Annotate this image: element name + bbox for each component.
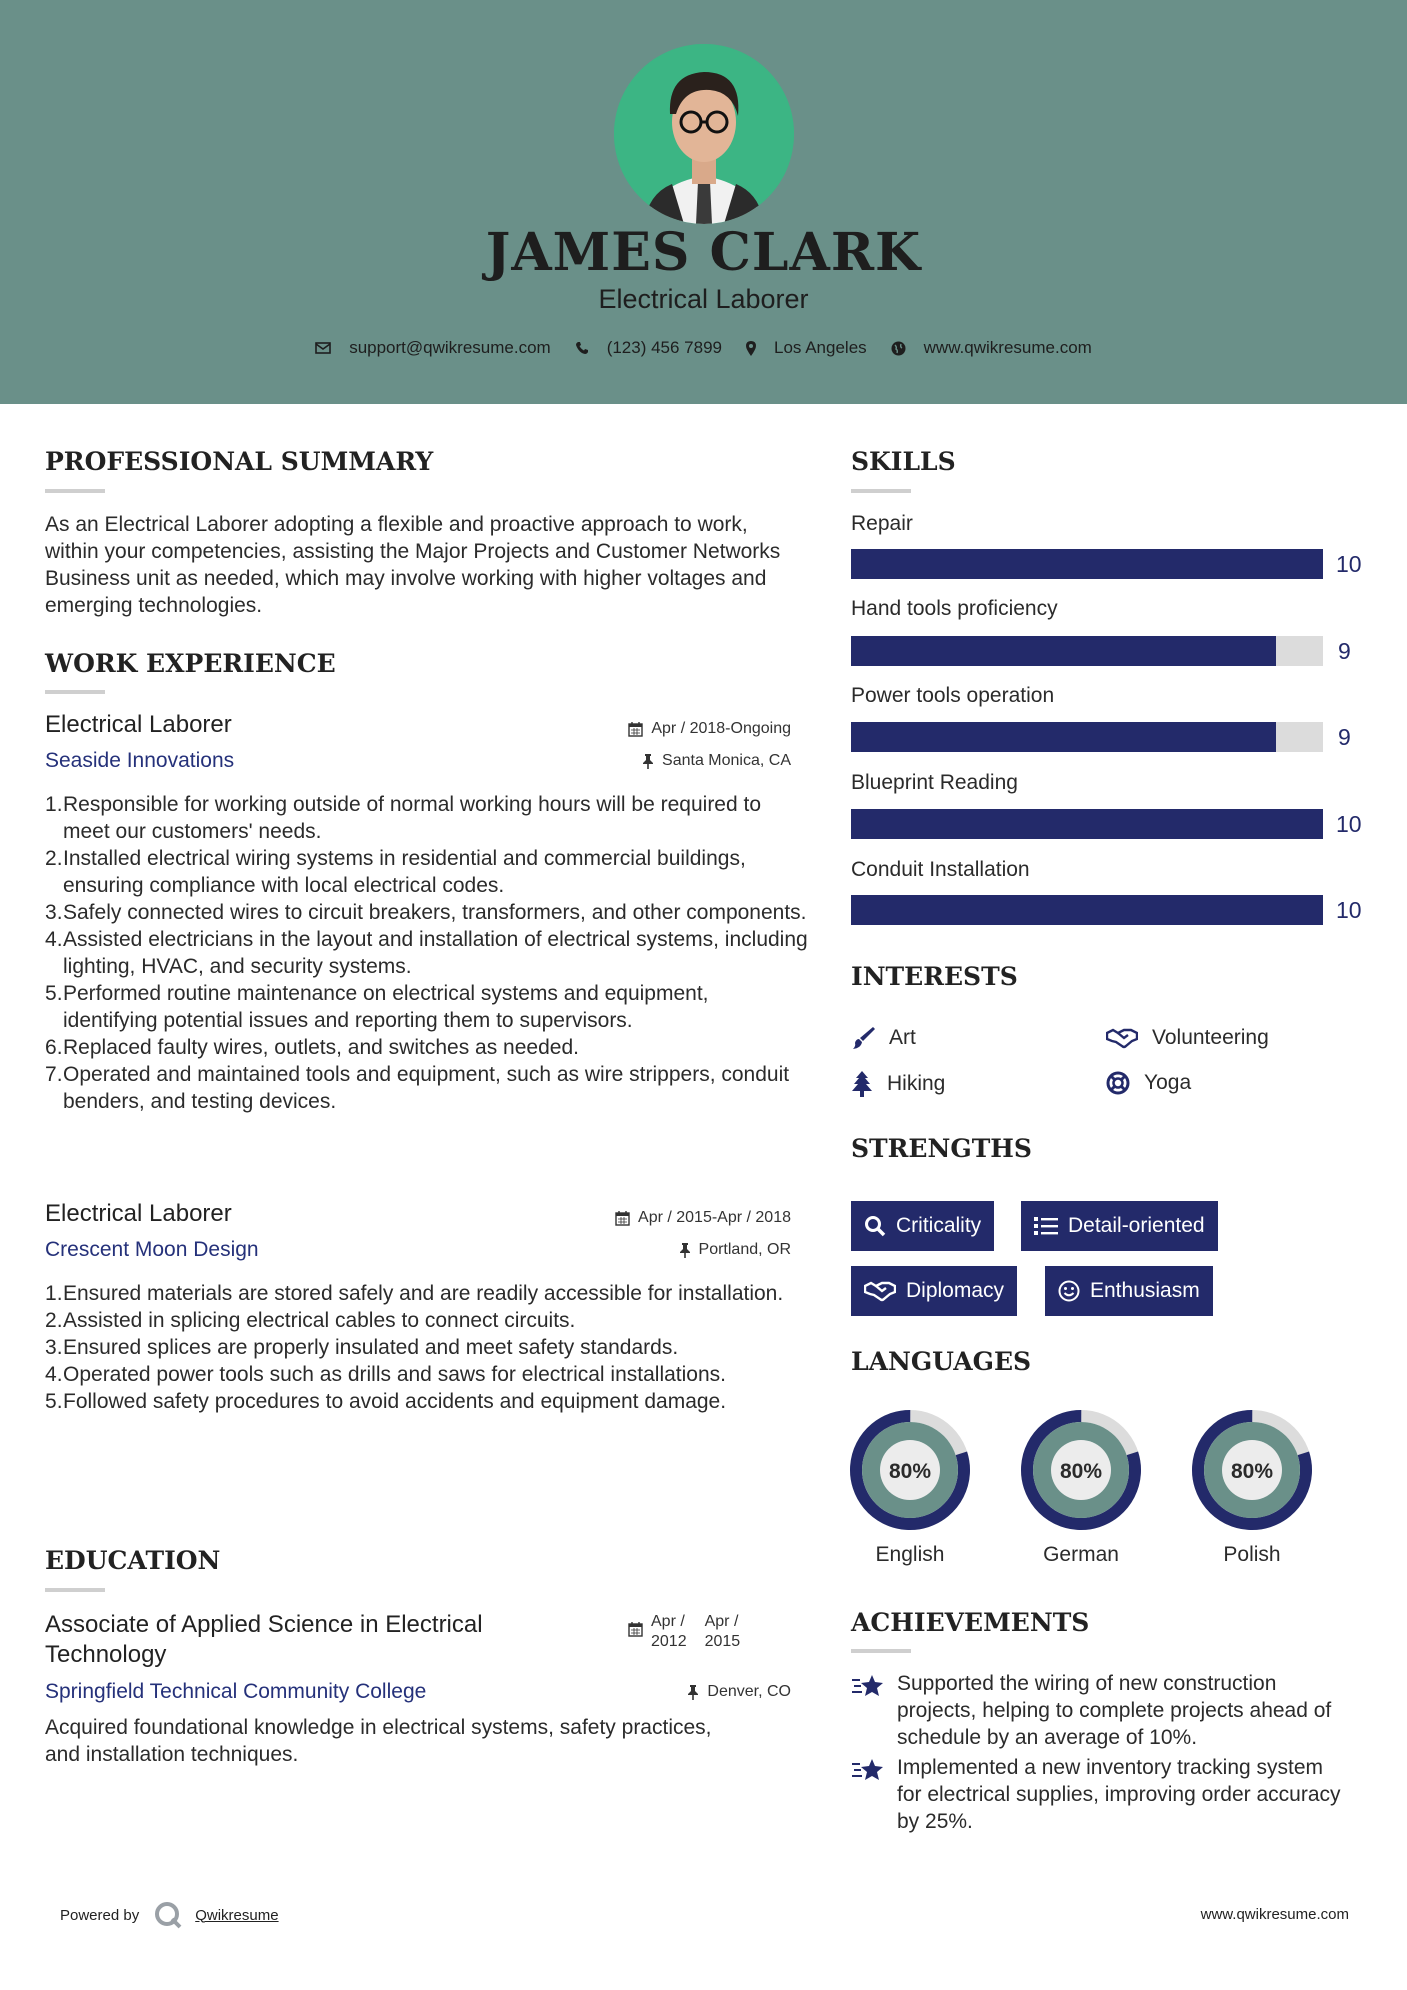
interest-label: Art — [889, 1026, 916, 1049]
list-item: Ensured materials are stored safely and are readily accessible for installation. — [63, 1282, 784, 1305]
language-label: Polish — [1223, 1543, 1281, 1566]
skill-value: 10 — [1336, 811, 1362, 837]
pushpin-icon — [642, 754, 654, 769]
job-location — [500, 1241, 791, 1259]
phone-icon — [575, 341, 589, 355]
skill-bar — [851, 549, 1323, 579]
interest-art — [851, 1026, 916, 1050]
degree-line: Associate of Applied Science in Electrical — [45, 1611, 483, 1638]
job-dates — [500, 720, 791, 738]
language-english — [848, 1408, 972, 1567]
skills-rule — [851, 489, 911, 493]
skill-bar-fill — [851, 549, 1323, 579]
language-ring — [848, 1408, 972, 1532]
skill-bar-fill — [851, 809, 1323, 839]
candidate-name: JAMES CLARK — [485, 222, 922, 283]
profile-photo — [614, 44, 794, 224]
handshake-icon — [864, 1280, 896, 1302]
degree-line: Technology — [45, 1641, 167, 1668]
contact-location — [746, 338, 867, 358]
language-percent: 80% — [888, 1460, 932, 1483]
school-name[interactable]: Springfield Technical Community College — [45, 1680, 427, 1703]
header-banner — [0, 0, 1407, 404]
skill-bar-fill — [851, 895, 1323, 925]
education-text: Acquired foundational knowledge in electrical systems, safety practices, and installation techniques. — [45, 1716, 712, 1766]
company-name[interactable]: Crescent Moon Design — [45, 1238, 259, 1261]
start-month: Apr / — [651, 1613, 685, 1630]
language-ring — [1190, 1408, 1314, 1532]
pushpin-icon — [687, 1685, 699, 1700]
interests-heading: INTERESTS — [851, 962, 1018, 991]
skill-value: 10 — [1336, 897, 1362, 923]
achievement-text: Supported the wiring of new construction projects, helping to complete projects ahead of schedule by an average of 10%. — [897, 1672, 1332, 1749]
experience-rule — [45, 690, 105, 694]
skill-label: Hand tools proficiency — [851, 597, 1058, 620]
list-item: Installed electrical wiring systems in residential and commercial buildings, ensuring compliance with local electrical codes. — [63, 847, 746, 897]
language-percent: 80% — [1230, 1460, 1274, 1483]
skill-label: Repair — [851, 512, 913, 535]
footer-site-link[interactable]: www.qwikresume.com — [1200, 1906, 1349, 1923]
languages-heading: LANGUAGES — [851, 1347, 1032, 1376]
job-location — [500, 752, 791, 770]
pushpin-icon — [679, 1243, 691, 1258]
skill-bar-fill — [851, 636, 1276, 666]
interest-hiking — [851, 1071, 945, 1097]
strength-label: Enthusiasm — [1090, 1279, 1200, 1302]
interest-label: Yoga — [1144, 1071, 1192, 1094]
lifering-icon — [1106, 1071, 1130, 1095]
phone-text: (123) 456 7899 — [606, 338, 723, 357]
job-dates — [500, 1209, 791, 1227]
list-item: Replaced faulty wires, outlets, and switches as needed. — [63, 1036, 579, 1059]
envelope-icon — [315, 341, 331, 355]
summary-text: As an Electrical Laborer adopting a flexible and proactive approach to work, within your competencies, assisting the Major Projects and Customer Networks Business unit as needed, which may involve working with higher voltages and emerging technologies. — [45, 513, 781, 617]
interest-label: Volunteering — [1152, 1026, 1269, 1049]
job-location-text: Santa Monica, CA — [662, 752, 791, 769]
degree-title — [45, 1610, 605, 1670]
calendar-icon — [628, 722, 643, 737]
end-month: Apr / — [704, 1613, 739, 1630]
skills-heading: SKILLS — [851, 447, 956, 476]
skill-value: 10 — [1336, 551, 1362, 577]
brand-link[interactable]: Qwikresume — [195, 1906, 279, 1924]
globe-icon — [891, 341, 906, 356]
list-item: Operated power tools such as drills and saws for electrical installations. — [63, 1363, 726, 1386]
education-rule — [45, 1588, 105, 1592]
website-text: www.qwikresume.com — [923, 338, 1092, 357]
achievement-text: Implemented a new inventory tracking system for electrical supplies, improving order accuracy by 25%. — [897, 1756, 1341, 1833]
start-date — [651, 1612, 687, 1652]
strength-label: Detail-oriented — [1068, 1214, 1205, 1237]
interest-volunteering — [1106, 1026, 1269, 1050]
job-dates-text: Apr / 2015-Apr / 2018 — [638, 1209, 791, 1226]
list-item: Operated and maintained tools and equipment, such as wire strippers, conduit benders, and testing devices. — [63, 1063, 790, 1113]
contact-email[interactable] — [315, 338, 551, 358]
end-year: 2015 — [704, 1633, 741, 1650]
list-item: Ensured splices are properly insulated and meet safety standards. — [63, 1336, 679, 1359]
skill-bar — [851, 722, 1323, 752]
education-dates — [628, 1612, 740, 1652]
contact-website[interactable] — [891, 338, 1092, 358]
achievements-rule — [851, 1649, 911, 1653]
map-pin-icon — [746, 341, 756, 356]
skill-bar-fill — [851, 722, 1276, 752]
strength-label: Criticality — [896, 1214, 982, 1237]
job-duties-list — [45, 791, 808, 1115]
summary-rule — [45, 489, 105, 493]
list-icon — [1034, 1216, 1058, 1236]
calendar-icon — [628, 1622, 643, 1637]
job-title: Electrical Laborer — [45, 1200, 232, 1227]
search-icon — [864, 1215, 886, 1237]
skill-label: Power tools operation — [851, 684, 1055, 707]
education-heading: EDUCATION — [45, 1546, 221, 1575]
language-polish — [1190, 1408, 1314, 1567]
job-location-text: Portland, OR — [698, 1241, 791, 1258]
skill-value: 9 — [1338, 724, 1351, 750]
list-item: Performed routine maintenance on electrical systems and equipment, identifying potential issues and reporting them to supervisors. — [63, 982, 709, 1032]
education-location — [500, 1683, 791, 1701]
achievement-item — [851, 1670, 1351, 1751]
handshake-icon — [1106, 1027, 1138, 1049]
shooting-star-icon — [851, 1672, 885, 1700]
calendar-icon — [615, 1211, 630, 1226]
email-text: support@qwikresume.com — [349, 338, 551, 357]
company-name[interactable]: Seaside Innovations — [45, 749, 235, 772]
list-item: Assisted in splicing electrical cables to connect circuits. — [63, 1309, 576, 1332]
strengths-heading: STRENGTHS — [851, 1134, 1032, 1163]
job-title: Electrical Laborer — [45, 711, 232, 738]
education-location-text: Denver, CO — [707, 1683, 791, 1700]
strength-tag-enthusiasm — [1045, 1266, 1213, 1316]
footer-brand — [60, 1900, 279, 1930]
skill-value: 9 — [1338, 638, 1351, 664]
skill-bar — [851, 636, 1323, 666]
powered-by-text: Powered by — [60, 1906, 140, 1924]
language-ring — [1019, 1408, 1143, 1532]
language-label: English — [875, 1543, 945, 1566]
list-item: Followed safety procedures to avoid accidents and equipment damage. — [63, 1390, 727, 1413]
strength-tag-criticality — [851, 1201, 994, 1251]
candidate-role: Electrical Laborer — [598, 284, 809, 314]
language-percent: 80% — [1059, 1460, 1103, 1483]
interest-label: Hiking — [887, 1072, 946, 1095]
experience-heading: WORK EXPERIENCE — [45, 649, 336, 678]
list-item: Responsible for working outside of normal working hours will be required to meet our customers' needs. — [63, 793, 762, 843]
achievements-heading: ACHIEVEMENTS — [851, 1608, 1090, 1637]
contact-bar — [0, 338, 1407, 358]
achievement-item — [851, 1754, 1351, 1835]
list-item: Assisted electricians in the layout and installation of electrical systems, including lighting, HVAC, and security systems. — [63, 928, 808, 978]
interest-yoga — [1106, 1071, 1191, 1095]
skill-bar — [851, 895, 1323, 925]
start-year: 2012 — [651, 1633, 687, 1650]
list-item: Safely connected wires to circuit breakers, transformers, and other components. — [63, 901, 807, 924]
tree-icon — [851, 1071, 873, 1097]
qwikresume-logo-icon — [153, 1900, 183, 1930]
contact-phone[interactable] — [575, 338, 722, 358]
job-duties-list — [45, 1280, 808, 1415]
strength-tag-diplomacy — [851, 1266, 1017, 1316]
paintbrush-icon — [851, 1026, 875, 1050]
shooting-star-icon — [851, 1756, 885, 1784]
language-german — [1019, 1408, 1143, 1567]
summary-heading: PROFESSIONAL SUMMARY — [45, 447, 434, 476]
strength-tag-detail-oriented — [1021, 1201, 1218, 1251]
location-text: Los Angeles — [774, 338, 867, 357]
job-dates-text: Apr / 2018-Ongoing — [651, 720, 791, 737]
smile-icon — [1058, 1280, 1080, 1302]
skill-bar — [851, 809, 1323, 839]
end-date — [705, 1612, 741, 1652]
language-label: German — [1043, 1543, 1119, 1566]
strength-label: Diplomacy — [906, 1279, 1005, 1302]
skill-label: Conduit Installation — [851, 858, 1030, 881]
skill-label: Blueprint Reading — [851, 771, 1018, 794]
